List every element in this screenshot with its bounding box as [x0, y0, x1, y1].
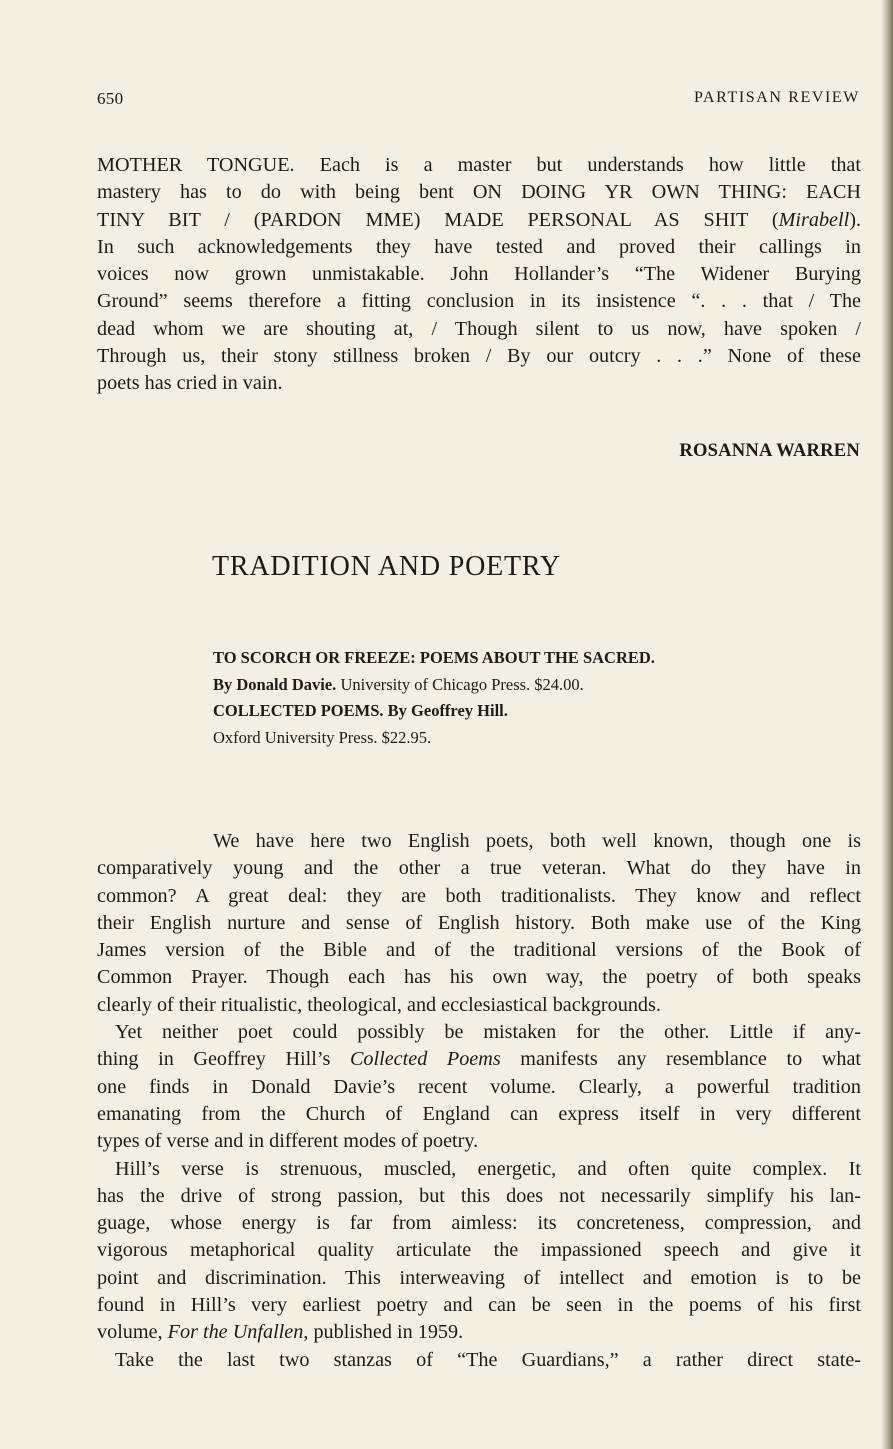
text-line: vigorous metaphorical quality articulate the impassioned speech and give it [97, 1239, 861, 1262]
book1-title: TO SCORCH OR FREEZE: POEMS ABOUT THE SACRED. [213, 648, 655, 667]
text-line: Hill’s verse is strenuous, muscled, energetic, and often quite complex. It [115, 1157, 861, 1180]
collected-poems-title: Collected Poems [349, 1048, 501, 1071]
text-line: dead whom we are shouting at, / Though silent to us now, have spoken / [97, 317, 861, 340]
text-line: Take the last two stanzas of “The Guardians,” a rather direct state- [115, 1348, 861, 1371]
book2-details: Oxford University Press. $22.95. [213, 727, 432, 747]
text-line: comparatively young and the other a true veteran. What do they have in [97, 857, 861, 880]
text-line: found in Hill’s very earliest poetry and can be seen in the poems of his first [97, 1294, 861, 1317]
text-line: their English nurture and sense of English history. Both make use of the King [97, 911, 861, 934]
essay-body [97, 828, 861, 1374]
text-line: clearly of their ritualistic, theological, and ecclesiastical backgrounds. [97, 993, 661, 1016]
for-the-unfallen-title: For the Unfallen [167, 1321, 304, 1344]
text-line: In such acknowledgements they have tested and proved their callings in [97, 235, 861, 258]
text-line: Through us, their stony stillness broken / By our outcry . . .” None of these [97, 345, 861, 368]
book2-title: COLLECTED POEMS. By Geoffrey Hill. [213, 701, 508, 720]
running-header: PARTISAN REVIEW [693, 89, 860, 106]
text-line: Yet neither poet could possibly be mistaken for the other. Little if any- [115, 1021, 861, 1044]
text-line: thing in Geoffrey Hill’s Collected Poems manifests any resemblance to what [97, 1048, 862, 1071]
text-line: We have here two English poets, both well known, though one is [213, 830, 861, 852]
text-line: emanating from the Church of England can express itself in very different [97, 1102, 861, 1125]
text-line: Common Prayer. Though each has his own way, the poetry of both speaks [97, 966, 861, 989]
text-line: guage, whose energy is far from aimless: its concreteness, compression, and [97, 1212, 861, 1235]
text-line: voices now grown unmistakable. John Hollander’s “The Widener Burying [97, 263, 861, 286]
mirabell-title: Mirabell [778, 208, 850, 231]
book-citations [213, 645, 655, 751]
section-title: TRADITION AND POETRY [212, 551, 561, 582]
text-line: James version of the Bible and of the traditional versions of the Book of [97, 939, 861, 962]
text-line: mastery has to do with being bent ON DOING YR OWN THING: EACH [97, 181, 861, 204]
author-signature: ROSANNA WARREN [679, 440, 860, 461]
text-line: MOTHER TONGUE. Each is a master but understands how little that [97, 154, 861, 176]
continuation-paragraph [97, 152, 861, 398]
page-number: 650 [97, 89, 124, 108]
text-line: types of verse and in different modes of poetry. [97, 1130, 479, 1153]
text-line: poets has cried in vain. [97, 372, 283, 395]
text-line: one finds in Donald Davie’s recent volume. Clearly, a powerful tradition [97, 1075, 861, 1098]
book1-details: By Donald Davie. University of Chicago Press. $24.00. [213, 674, 584, 694]
text-line: TINY BIT / (PARDON MME) MADE PERSONAL AS SHIT (Mirabell). [97, 208, 861, 231]
text-line: Ground” seems therefore a fitting conclusion in its insistence “. . . that / The [97, 290, 861, 313]
text-line: point and discrimination. This interweaving of intellect and emotion is to be [97, 1266, 861, 1289]
text-line: common? A great deal: they are both traditionalists. They know and reflect [97, 884, 861, 907]
page-edge-shadow [881, 0, 893, 1449]
text-line: has the drive of strong passion, but this does not necessarily simplify his lan- [97, 1184, 861, 1207]
text-line: volume, For the Unfallen, published in 1959. [97, 1321, 464, 1344]
